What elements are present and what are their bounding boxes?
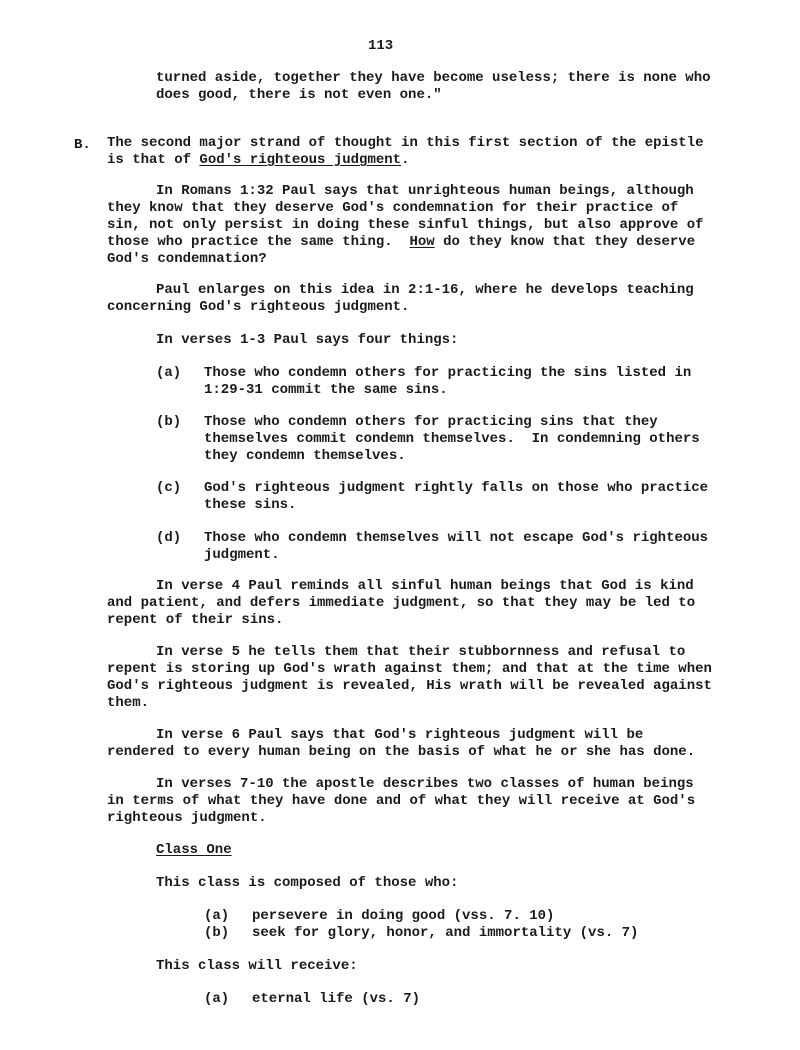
underlined-term-righteous-judgment: God's righteous judgment	[199, 152, 402, 168]
class-one-receive-a-label: (a)	[204, 991, 230, 1007]
paragraph-1-line-2: they know that they deserve God's condemnation for their practice of	[107, 200, 679, 216]
paragraph-7-line-1: In verses 7-10 the apostle describes two classes of human beings	[156, 776, 694, 792]
class-one-composed-a-label: (a)	[204, 908, 230, 924]
paragraph-1-line-3: sin, not only persist in doing these sinful things, but also approve of	[107, 217, 704, 233]
list-item-d-line-2: judgment.	[204, 547, 280, 563]
paragraph-1-line-4	[107, 234, 695, 251]
section-b-marker: B.	[74, 137, 91, 153]
paragraph-5-line-1: In verse 5 he tells them that their stubbornness and refusal to	[156, 644, 686, 660]
paragraph-4-line-3: repent of their sins.	[107, 612, 284, 628]
paragraph-4-line-2: and patient, and defers immediate judgment, so that they may be led to	[107, 595, 696, 611]
list-item-c-label: (c)	[156, 480, 182, 496]
class-one-receive-intro: This class will receive:	[156, 958, 358, 974]
paragraph-1-line-4-prefix: those who practice the same thing.	[107, 234, 410, 250]
list-item-b-line-2: themselves commit condemn themselves. In condemning others	[204, 431, 700, 447]
list-item-d-line-1: Those who condemn themselves will not escape God's righteous	[204, 530, 709, 546]
list-item-a-line-1: Those who condemn others for practicing the sins listed in	[204, 365, 692, 381]
list-item-b-line-3: they condemn themselves.	[204, 448, 406, 464]
class-one-composed-b-text: seek for glory, honor, and immortality (vs. 7)	[252, 925, 639, 941]
class-one-receive-a-text: eternal life (vs. 7)	[252, 991, 421, 1007]
paragraph-7-line-2: in terms of what they have done and of what they will receive at God's	[107, 793, 696, 809]
list-item-b-line-1: Those who condemn others for practicing sins that they	[204, 414, 658, 430]
section-b-line-2-suffix: .	[401, 152, 410, 168]
paragraph-5-line-4: them.	[107, 695, 150, 711]
list-item-b-label: (b)	[156, 414, 182, 430]
list-item-c-line-1: God's righteous judgment rightly falls on those who practice	[204, 480, 709, 496]
paragraph-1-line-5: God's condemnation?	[107, 251, 267, 267]
class-one-heading: Class One	[156, 842, 232, 858]
list-item-a-line-2: 1:29-31 commit the same sins.	[204, 382, 448, 398]
paragraph-4-line-1: In verse 4 Paul reminds all sinful human beings that God is kind	[156, 578, 694, 594]
list-item-a-label: (a)	[156, 365, 182, 381]
class-one-composed-intro: This class is composed of those who:	[156, 875, 459, 891]
paragraph-3: In verses 1-3 Paul says four things:	[156, 332, 459, 348]
quote-line-1: turned aside, together they have become useless; there is none who	[156, 70, 711, 86]
quote-line-2: does good, there is not even one."	[156, 87, 442, 103]
paragraph-5-line-2: repent is storing up God's wrath against them; and that at the time when	[107, 661, 712, 677]
paragraph-2-line-1: Paul enlarges on this idea in 2:1-16, where he develops teaching	[156, 282, 694, 298]
paragraph-6-line-2: rendered to every human being on the basis of what he or she has done.	[107, 744, 696, 760]
list-item-d-label: (d)	[156, 530, 182, 546]
section-b-line-2-prefix: is that of	[107, 152, 200, 168]
paragraph-7-line-3: righteous judgment.	[107, 810, 267, 826]
paragraph-1-line-1: In Romans 1:32 Paul says that unrighteous human beings, although	[156, 183, 694, 199]
paragraph-2-line-2: concerning God's righteous judgment.	[107, 299, 410, 315]
list-item-c-line-2: these sins.	[204, 497, 297, 513]
paragraph-6-line-1: In verse 6 Paul says that God's righteous judgment will be	[156, 727, 644, 743]
page-number: 113	[368, 38, 394, 54]
paragraph-1-line-4-suffix: do they know that they deserve	[434, 234, 696, 250]
section-b-line-1: The second major strand of thought in this first section of the epistle	[107, 135, 704, 151]
class-one-composed-b-label: (b)	[204, 925, 230, 941]
underlined-word-how: How	[409, 234, 435, 250]
section-b-line-2	[107, 152, 409, 169]
class-one-composed-a-text: persevere in doing good (vss. 7. 10)	[252, 908, 555, 924]
paragraph-5-line-3: God's righteous judgment is revealed, His wrath will be revealed against	[107, 678, 712, 694]
